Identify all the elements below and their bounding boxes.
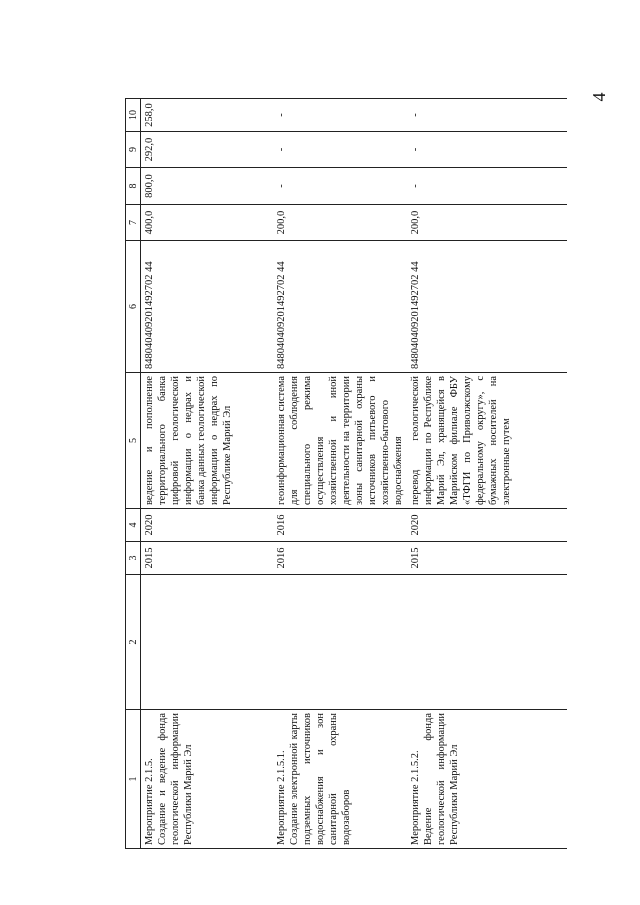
start-year: 2016 bbox=[273, 542, 407, 575]
end-year: 2016 bbox=[273, 509, 407, 542]
amount-col-9: - bbox=[407, 132, 567, 168]
activity-name: Мероприятие 2.1.5. Создание и ведение фонда геологической информации Республики Марий Эл bbox=[141, 710, 274, 849]
budget-code: 848040409201492702 44 bbox=[407, 241, 567, 373]
col-header: 8 bbox=[126, 168, 141, 205]
amount-col-9: - bbox=[273, 132, 407, 168]
expected-result: перевод геологической информации по Республике Марий Эл, хранящейся в Марийском филиале ФБУ «ТФГИ по Приволжскому федеральному округу», с бумажных носителей на электронные путем bbox=[407, 373, 567, 509]
col-header: 5 bbox=[126, 373, 141, 509]
start-year: 2015 bbox=[141, 542, 274, 575]
col-header: 10 bbox=[126, 99, 141, 132]
header-row bbox=[126, 99, 141, 849]
col-header: 6 bbox=[126, 241, 141, 373]
table-row bbox=[407, 99, 567, 849]
activity-name: Мероприятие 2.1.5.2. Ведение фонда геологической информации Республики Марий Эл bbox=[407, 710, 567, 849]
col-header: 1 bbox=[126, 710, 141, 849]
budget-code: 848040409201492702 44 bbox=[273, 241, 407, 373]
budget-code: 848040409201492702 44 bbox=[141, 241, 274, 373]
amount-col-7: 200,0 bbox=[273, 205, 407, 241]
amount-col-7: 400,0 bbox=[141, 205, 274, 241]
col-header: 4 bbox=[126, 509, 141, 542]
executor-cell bbox=[141, 575, 274, 710]
amount-col-8: 800,0 bbox=[141, 168, 274, 205]
amount-col-8: - bbox=[407, 168, 567, 205]
col-header: 9 bbox=[126, 132, 141, 168]
start-year: 2015 bbox=[407, 542, 567, 575]
executor-cell bbox=[273, 575, 407, 710]
amount-col-10: - bbox=[407, 99, 567, 132]
col-header: 2 bbox=[126, 575, 141, 710]
end-year: 2020 bbox=[141, 509, 274, 542]
amount-col-9: 292,0 bbox=[141, 132, 274, 168]
activity-name: Мероприятие 2.1.5.1. Создание электронной карты подземных источников водоснабжения и зон санитарной охраны водозаборов bbox=[273, 710, 407, 849]
amount-col-10: 258,0 bbox=[141, 99, 274, 132]
col-header: 3 bbox=[126, 542, 141, 575]
amount-col-7: 200,0 bbox=[407, 205, 567, 241]
amount-col-10: - bbox=[273, 99, 407, 132]
end-year: 2020 bbox=[407, 509, 567, 542]
landscape-page bbox=[125, 99, 612, 849]
table-row bbox=[273, 99, 407, 849]
program-table bbox=[125, 98, 567, 849]
expected-result: ведение и пополнение территориального банка цифровой геологической информации о недрах и банка данных геологической информации о недрах по Республике Марий Эл bbox=[141, 373, 274, 509]
amount-col-8: - bbox=[273, 168, 407, 205]
table-row bbox=[141, 99, 274, 849]
page-number: 4 bbox=[589, 92, 609, 102]
col-header: 7 bbox=[126, 205, 141, 241]
expected-result: геоинформационная система для соблюдения специального режима осуществления хозяйственной и иной деятельности на территории зоны санитарной охраны источников питьевого и хозяйственно-бытового водоснабжения bbox=[273, 373, 407, 509]
executor-cell bbox=[407, 575, 567, 710]
